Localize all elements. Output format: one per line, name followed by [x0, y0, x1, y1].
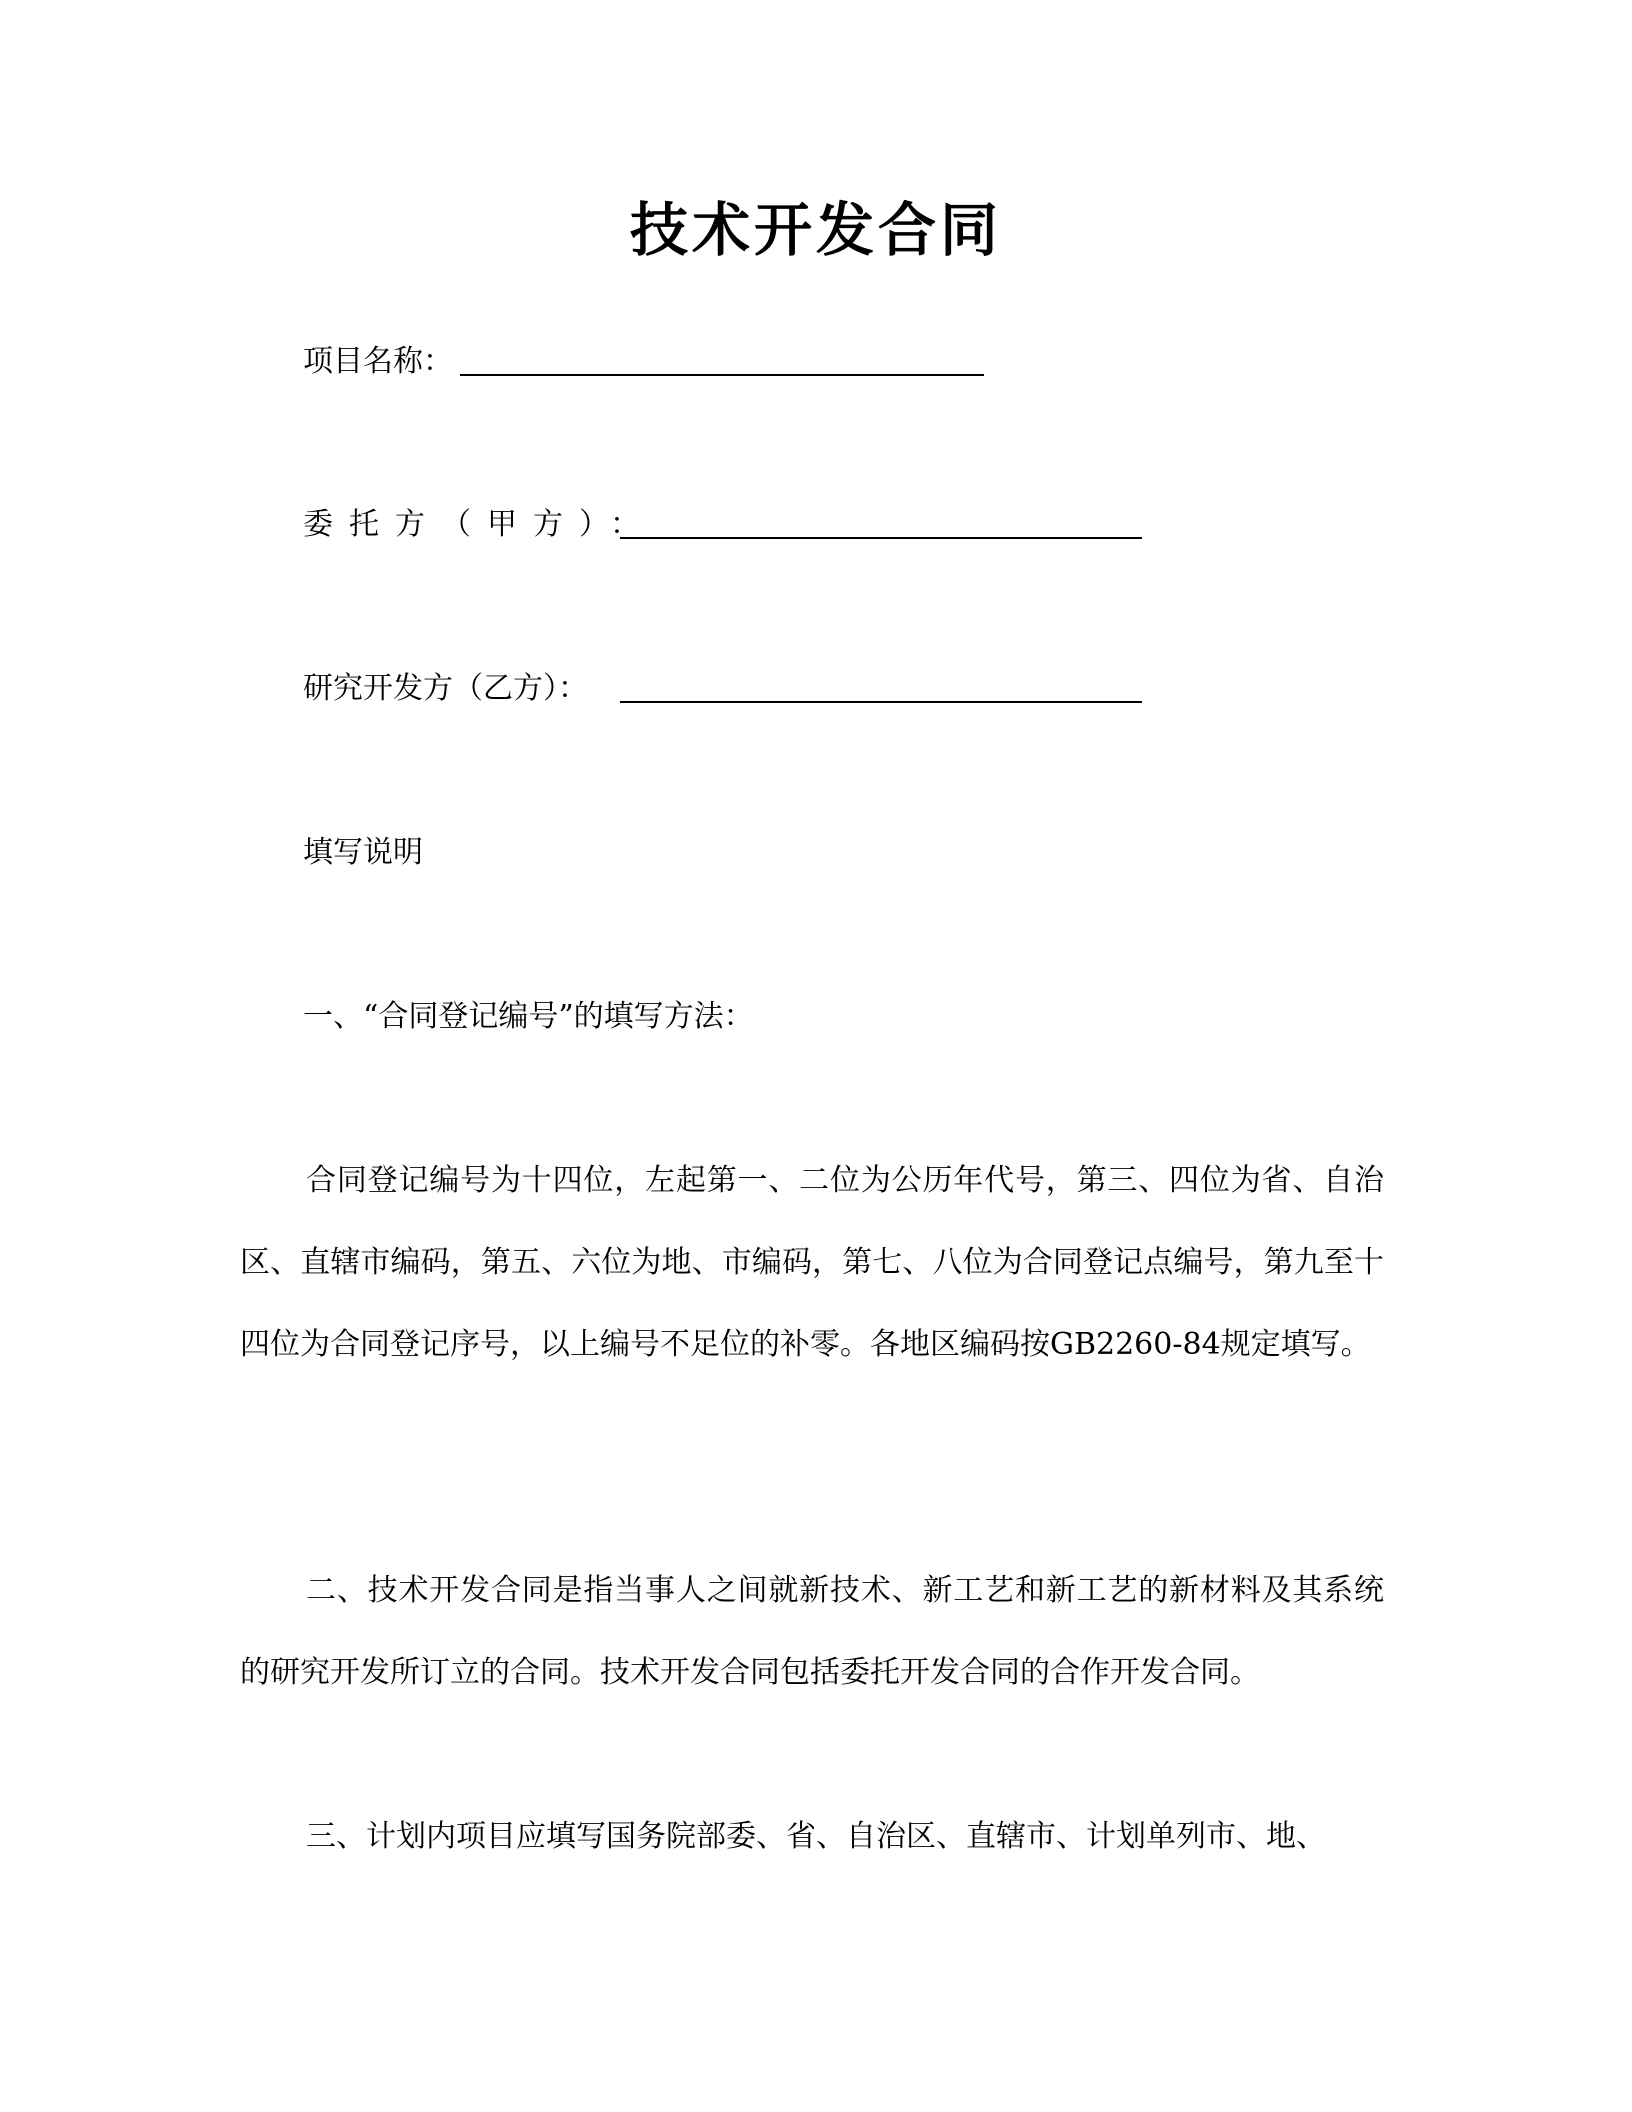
section-3-body: 三、计划内项目应填写国务院部委、省、自治区、直辖市、计划单列市、地、	[306, 1819, 1326, 1854]
client-blank[interactable]	[620, 537, 1142, 539]
project-name-blank[interactable]	[460, 374, 984, 376]
document-title: 技术开发合同	[629, 196, 1002, 264]
project-name-label: 项目名称：	[303, 344, 453, 379]
section-1-heading: 一、“合同登记编号”的填写方法：	[303, 999, 754, 1034]
instructions-heading: 填写说明	[303, 835, 423, 870]
client-label: 委托方（甲方）：	[303, 507, 656, 542]
section-2-body: 二、技术开发合同是指当事人之间就新技术、新工艺和新工艺的新材料及其系统的研究开发所订立的合同。技术开发合同包括委托开发合同的合作开发合同。	[240, 1573, 1384, 1690]
section-1-body: 合同登记编号为十四位，左起第一、二位为公历年代号，第三、四位为省、自治区、直辖市编码，第五、六位为地、市编码，第七、八位为合同登记点编号，第九至十四位为合同登记序号，以上编号不足位的补零。各地区编码按GB2260-84规定填写。	[240, 1163, 1384, 1362]
developer-label: 研究开发方（乙方）：	[303, 671, 588, 706]
developer-blank[interactable]	[620, 701, 1142, 703]
